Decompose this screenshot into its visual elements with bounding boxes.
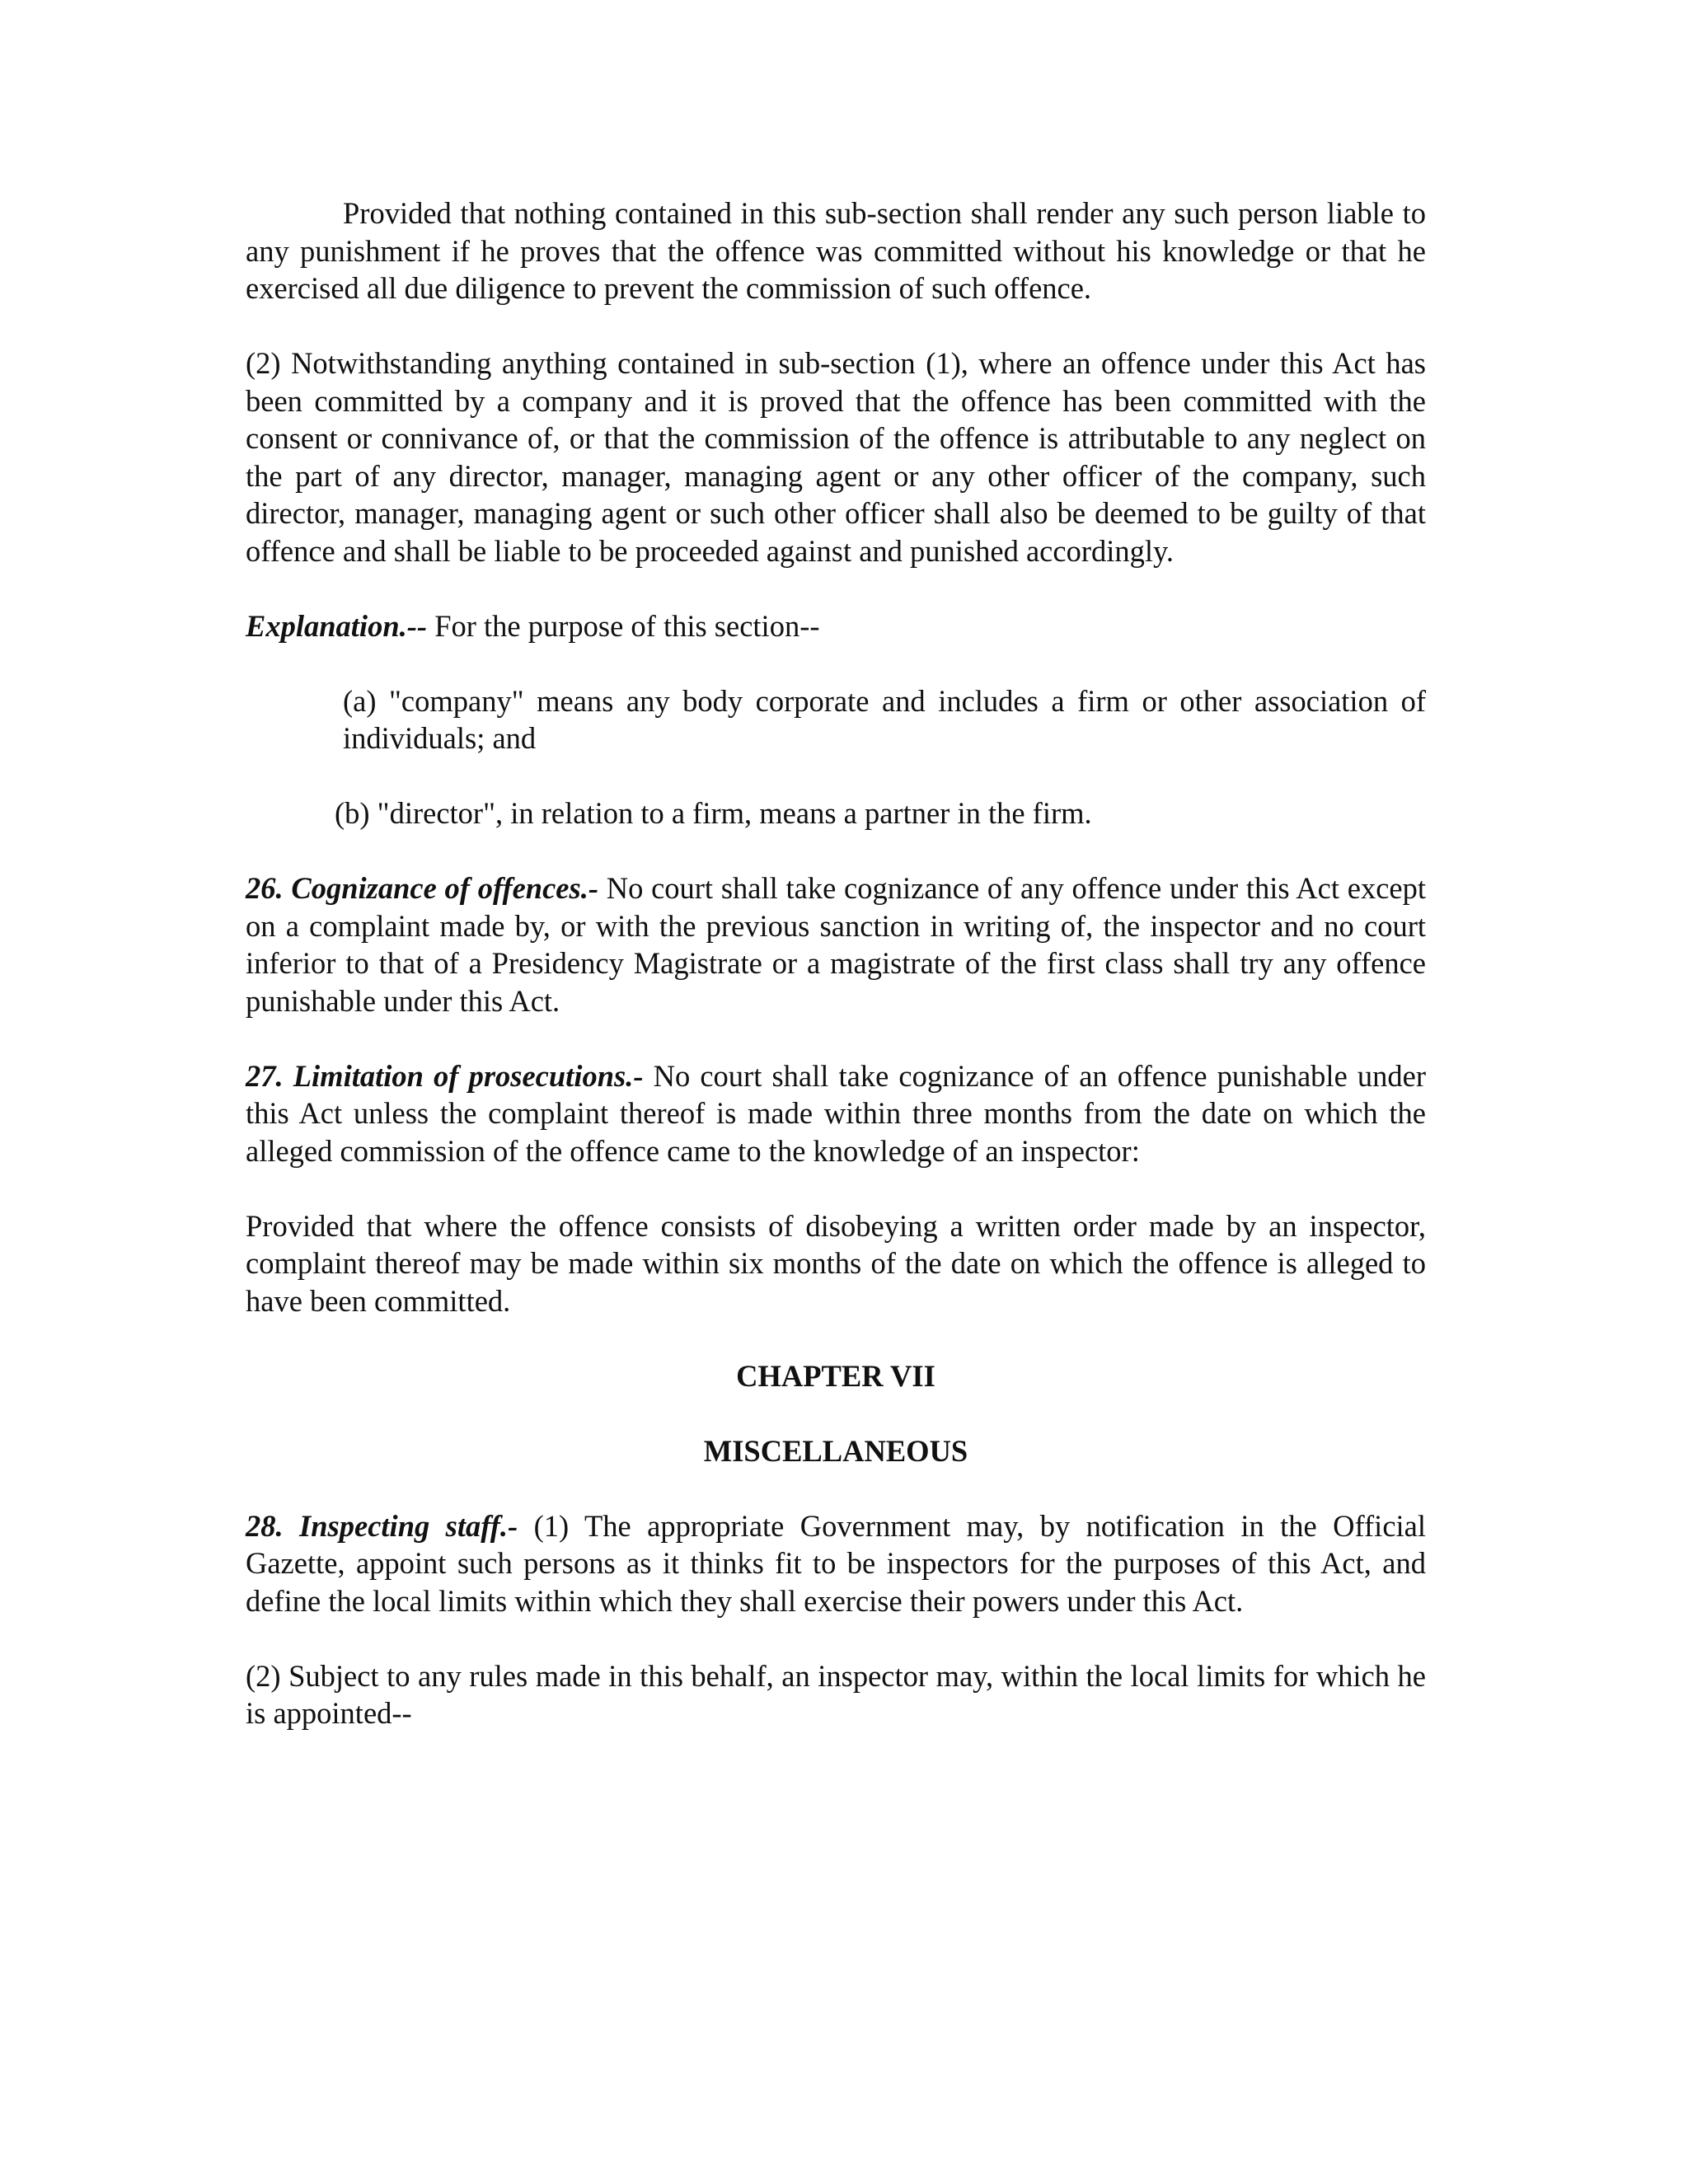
explanation-paragraph: [246, 607, 1426, 645]
clause-a-paragraph: (a) "company" means any body corporate and includes a firm or other association of individuals; and: [343, 683, 1426, 755]
document-page: [246, 194, 1426, 1769]
clause-b-paragraph: (b) "director", in relation to a firm, means a partner in the firm.: [335, 796, 1092, 830]
explanation-text: For the purpose of this section--: [427, 608, 820, 643]
section-26-paragraph: [246, 869, 1426, 1019]
sub-section-2-paragraph: (2) Notwithstanding anything contained in sub-section (1), where an offence under this Act has been committed by a company and it is proved that the offence has been committed with the consent or connivance of, or that the commission of the offence is attributable to any neglect on the part of any director, manager, managing agent or any other officer of the company, such director, manager, managing agent or such other officer shall also be deemed to be guilty of that offence and shall be liable to be proceeded against and punished accordingly.: [246, 346, 1426, 568]
section-28-text: (1) The appropriate Government may, by notification in the Official Gazette, appoint such persons as it thinks fit to be inspectors for the purposes of this Act, and define the local limits within which they shall exercise their powers under this Act.: [246, 1508, 1426, 1618]
section-28-paragraph: [246, 1507, 1426, 1620]
chapter-subtitle: MISCELLANEOUS: [703, 1433, 968, 1468]
section-27-paragraph: [246, 1057, 1426, 1170]
chapter-title: CHAPTER VII: [736, 1358, 935, 1393]
section-27-heading: 27. Limitation of prosecutions.-: [246, 1058, 644, 1093]
proviso-paragraph: Provided that nothing contained in this sub-section shall render any such person liable to any punishment if he proves that the offence was committed without his knowledge or that he exercised all due diligence to prevent the commission of such offence.: [246, 196, 1426, 305]
section-28-sub-2: (2) Subject to any rules made in this behalf, an inspector may, within the local limits for which he is appointed--: [246, 1658, 1426, 1730]
section-26-heading: 26. Cognizance of offences.-: [246, 871, 598, 905]
section-26-text: No court shall take cognizance of any offence under this Act except on a complaint made by, or with the previous sanction in writing of, the inspector and no court inferior to that of a Presidency Magistrate or a magistrate of the first class shall try any offence punishable under this Act.: [246, 871, 1426, 1018]
explanation-label: Explanation.--: [246, 608, 428, 643]
section-27-text: No court shall take cognizance of an offence punishable under this Act unless the complaint thereof is made within three months from the date on which the alleged commission of the offence came to the knowledge of an inspector:: [246, 1058, 1426, 1168]
section-27-proviso: Provided that where the offence consists of disobeying a written order made by an inspector, complaint thereof may be made within six months of the date on which the offence is alleged to have been committed.: [246, 1208, 1426, 1318]
section-28-heading: 28. Inspecting staff.-: [246, 1508, 518, 1543]
